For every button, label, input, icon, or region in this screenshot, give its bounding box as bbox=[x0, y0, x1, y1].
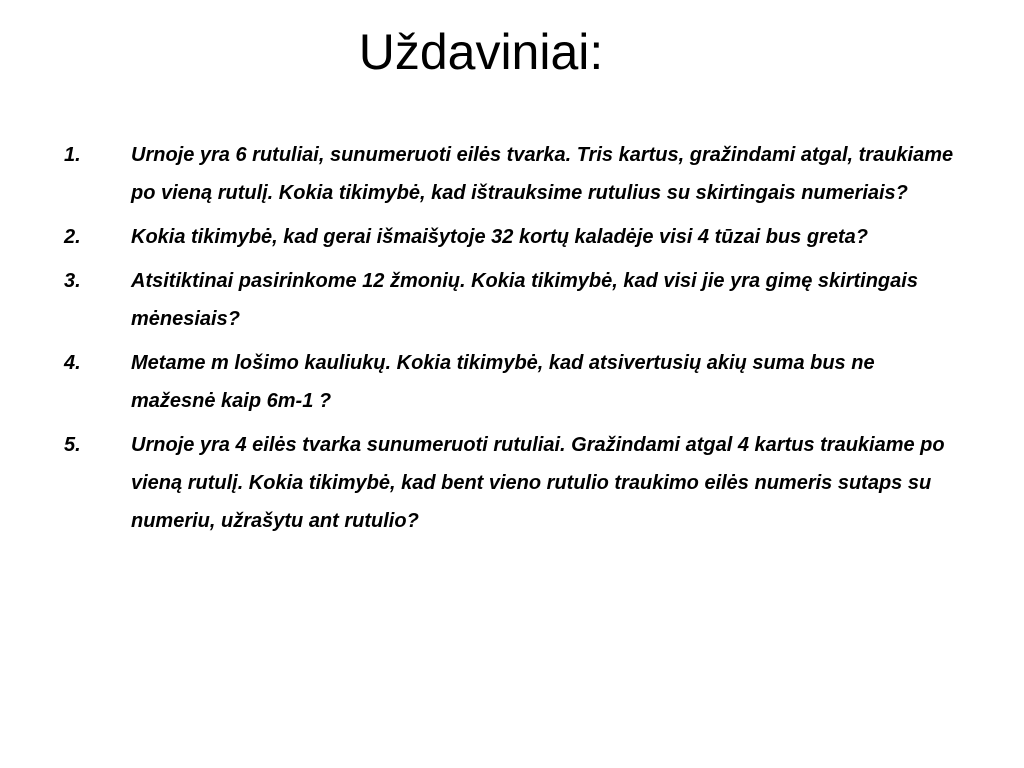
task-number: 2. bbox=[64, 226, 81, 248]
task-number: 3. bbox=[64, 270, 81, 292]
task-text: Kokia tikimybė, kad gerai išmaišytoje 32 kortų kaladėje visi 4 tūzai bus greta? bbox=[131, 226, 868, 248]
task-text: Urnoje yra 4 eilės tvarka sunumeruoti rutuliai. Gražindami atgal 4 kartus traukiame po vieną rutulį. Kokia tikimybė, kad bent vieno rutulio traukimo eilės numeris sutaps su numeriu, užrašytu ant rutulio? bbox=[131, 434, 945, 532]
task-item-3 bbox=[64, 262, 964, 338]
slide-title: Uždaviniai: bbox=[358, 24, 604, 80]
task-list bbox=[64, 136, 964, 546]
task-text: Metame m lošimo kauliukų. Kokia tikimybė, kad atsivertusių akių suma bus ne mažesnė kaip 6m-1 ? bbox=[131, 352, 875, 412]
task-item-5 bbox=[64, 426, 964, 540]
task-text: Urnoje yra 6 rutuliai, sunumeruoti eilės tvarka. Tris kartus, gražindami atgal, traukiame po vieną rutulį. Kokia tikimybė, kad ištrauksime rutulius su skirtingais numeriais? bbox=[131, 144, 954, 204]
task-item-4 bbox=[64, 344, 964, 420]
task-item-2 bbox=[64, 218, 964, 256]
task-number: 5. bbox=[64, 434, 81, 456]
task-text: Atsitiktinai pasirinkome 12 žmonių. Kokia tikimybė, kad visi jie yra gimę skirtingais mėnesiais? bbox=[131, 270, 918, 330]
task-number: 1. bbox=[64, 144, 81, 166]
task-number: 4. bbox=[64, 352, 81, 374]
task-item-1 bbox=[64, 136, 964, 212]
